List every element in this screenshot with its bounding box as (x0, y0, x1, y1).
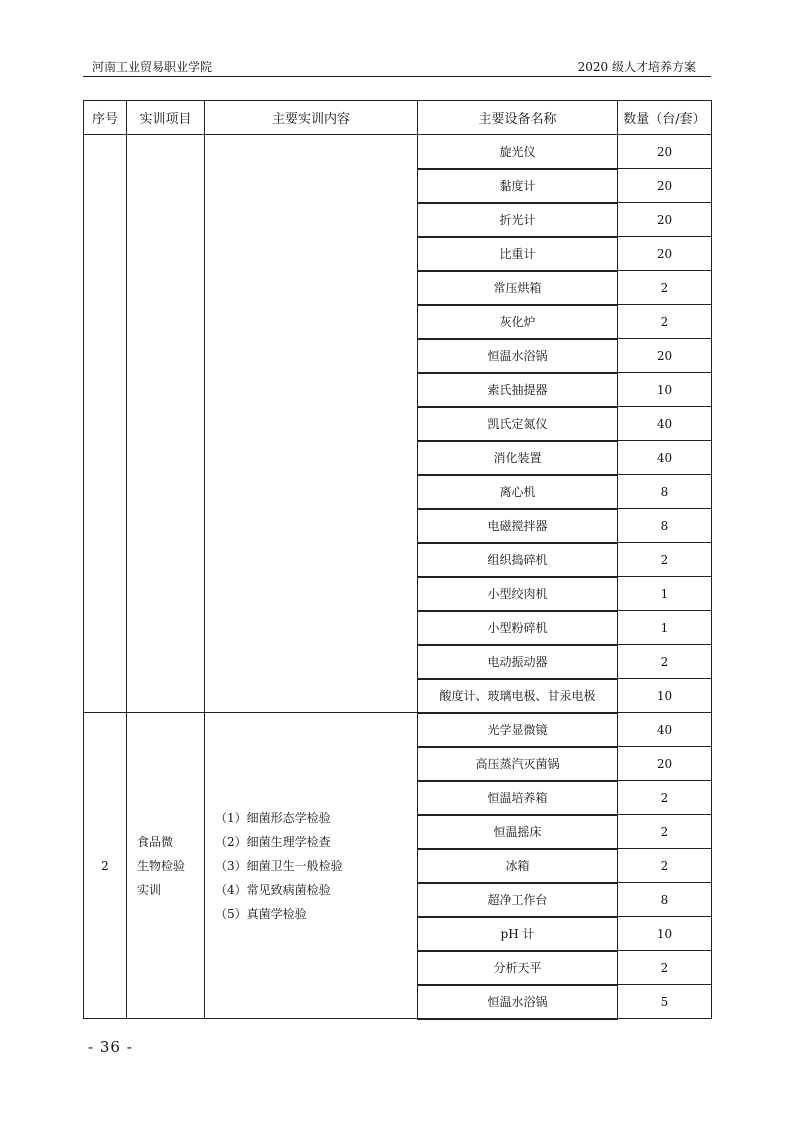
equipment-name-cell: 凯氏定氮仪 (418, 407, 618, 441)
col-header-quantity: 数量（台/套） (618, 101, 712, 135)
table-row (84, 713, 712, 747)
equipment-name-cell: 比重计 (418, 237, 618, 271)
equipment-name-cell: 超净工作台 (418, 883, 618, 917)
project-name-line: 食品微 (137, 834, 174, 849)
project-name-line: 生物检验 (137, 858, 186, 873)
equipment-name-cell: 恒温水浴锅 (418, 339, 618, 373)
header-plan-title: 2020 级人才培养方案 (577, 60, 696, 74)
project-cell (127, 713, 205, 1019)
row-number-cell: 2 (84, 713, 127, 1019)
equipment-name-cell: 索氏抽提器 (418, 373, 618, 407)
col-header-equipment: 主要设备名称 (418, 101, 618, 135)
content-line: （1）细菌形态学检验 (215, 810, 331, 825)
project-name-line: 实训 (137, 882, 162, 897)
equipment-name-cell: 冰箱 (418, 849, 618, 883)
equipment-qty-cell: 2 (618, 305, 712, 339)
equipment-name-cell: 酸度计、玻璃电极、甘汞电极 (418, 679, 618, 713)
equipment-name-cell: 灰化炉 (418, 305, 618, 339)
equipment-qty-cell: 20 (618, 339, 712, 373)
content-line: （5）真菌学检验 (215, 906, 307, 921)
table-row (84, 135, 712, 169)
equipment-qty-cell: 2 (618, 781, 712, 815)
equipment-qty-cell: 5 (618, 985, 712, 1019)
equipment-name-cell: 恒温培养箱 (418, 781, 618, 815)
equipment-qty-cell: 10 (618, 917, 712, 951)
equipment-name-cell: 电磁搅拌器 (418, 509, 618, 543)
col-header-content: 主要实训内容 (205, 101, 418, 135)
equipment-qty-cell: 10 (618, 373, 712, 407)
equipment-qty-cell: 20 (618, 747, 712, 781)
equipment-qty-cell: 8 (618, 475, 712, 509)
equipment-name-cell: 离心机 (418, 475, 618, 509)
equipment-name-cell: 电动振动器 (418, 645, 618, 679)
equipment-name-cell: 高压蒸汽灭菌锅 (418, 747, 618, 781)
equipment-qty-cell: 2 (618, 271, 712, 305)
page-number: - 36 - (88, 1038, 133, 1056)
content-cell (205, 713, 418, 1019)
equipment-qty-cell: 40 (618, 407, 712, 441)
equipment-table (83, 100, 712, 1020)
equipment-name-cell: 小型绞肉机 (418, 577, 618, 611)
header-school-name: 河南工业贸易职业学院 (92, 60, 213, 74)
content-line: （2）细菌生理学检查 (215, 834, 331, 849)
equipment-qty-cell: 20 (618, 237, 712, 271)
equipment-qty-cell: 8 (618, 883, 712, 917)
col-header-project: 实训项目 (127, 101, 205, 135)
equipment-qty-cell: 2 (618, 849, 712, 883)
equipment-name-cell: 恒温水浴锅 (418, 985, 618, 1019)
equipment-name-cell: 恒温摇床 (418, 815, 618, 849)
equipment-qty-cell: 20 (618, 203, 712, 237)
content-cell (205, 135, 418, 713)
equipment-name-cell: 旋光仪 (418, 135, 618, 169)
equipment-name-cell: 消化装置 (418, 441, 618, 475)
header-divider (83, 76, 711, 77)
content-line: （3）细菌卫生一般检验 (215, 858, 343, 873)
equipment-qty-cell: 8 (618, 509, 712, 543)
equipment-name-cell: 黏度计 (418, 169, 618, 203)
equipment-name-cell: 折光计 (418, 203, 618, 237)
equipment-qty-cell: 1 (618, 611, 712, 645)
equipment-qty-cell: 2 (618, 951, 712, 985)
equipment-qty-cell: 40 (618, 713, 712, 747)
equipment-qty-cell: 2 (618, 645, 712, 679)
project-cell (127, 135, 205, 713)
equipment-qty-cell: 10 (618, 679, 712, 713)
equipment-qty-cell: 1 (618, 577, 712, 611)
equipment-qty-cell: 40 (618, 441, 712, 475)
table-header-row (84, 101, 712, 135)
row-number-cell (84, 135, 127, 713)
equipment-name-cell: 分析天平 (418, 951, 618, 985)
equipment-qty-cell: 2 (618, 815, 712, 849)
equipment-qty-cell: 20 (618, 169, 712, 203)
equipment-qty-cell: 2 (618, 543, 712, 577)
equipment-name-cell: pH 计 (418, 917, 618, 951)
equipment-name-cell: 常压烘箱 (418, 271, 618, 305)
equipment-name-cell: 光学显微镜 (418, 713, 618, 747)
col-header-no: 序号 (84, 101, 127, 135)
equipment-name-cell: 组织捣碎机 (418, 543, 618, 577)
content-line: （4）常见致病菌检验 (215, 882, 331, 897)
equipment-qty-cell: 20 (618, 135, 712, 169)
equipment-name-cell: 小型粉碎机 (418, 611, 618, 645)
